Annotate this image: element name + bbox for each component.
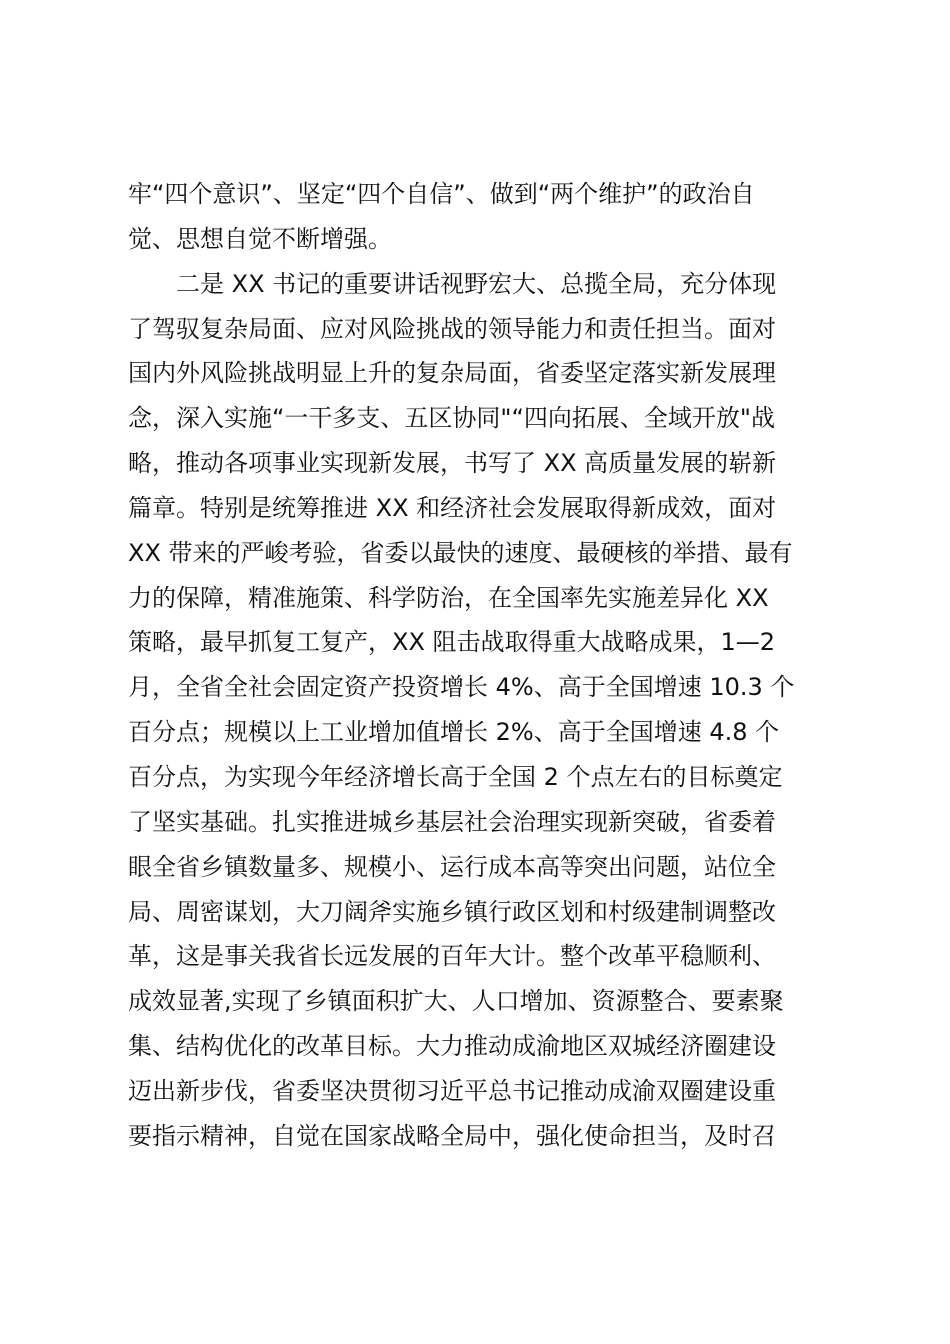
text-line: 略，推动各项事业实现新发展，书写了 XX 高质量发展的崭新 [128, 449, 777, 478]
text-line: 念，深入实施“一干多支、五区协同"“四向拓展、全域开放"战 [128, 404, 775, 433]
text-line: 觉、思想自觉不断增强。 [128, 224, 392, 253]
text-line: 篇章。特别是统筹推进 XX 和经济社会发展取得新成效，面对 [128, 493, 777, 522]
text-line: 眼全省乡镇数量多、规模小、运行成本高等突出问题，站位全 [128, 852, 776, 881]
text-line: 集、结构优化的改革目标。大力推动成渝地区双城经济圈建设 [128, 1032, 776, 1061]
text-line: 了驾驭复杂局面、应对风险挑战的领导能力和责任担当。面对 [128, 314, 776, 343]
text-line: 力的保障，精准施策、科学防治，在全国率先实施差异化 XX [128, 583, 769, 612]
text-line: 迈出新步伐，省委坚决贯彻习近平总书记推动成渝双圈建设重 [128, 1076, 776, 1105]
body-text [128, 172, 828, 1159]
text-line: 局、周密谋划，大刀阔斧实施乡镇行政区划和村级建制调整改 [128, 897, 776, 926]
text-line: 牢“四个意识”、坚定“四个自信”、做到“两个维护”的政治自 [128, 180, 755, 208]
paragraph-first-line: 二是 XX 书记的重要讲话视野宏大、总揽全局，充分体现 [176, 269, 777, 298]
text-line: 革，这是事关我省长远发展的百年大计。整个改革平稳顺利、 [128, 942, 776, 971]
text-line: 策略，最早抓复工复产，XX 阻击战取得重大战略成果，1—2 [128, 628, 776, 657]
text-line: 国内外风险挑战明显上升的复杂局面，省委坚定落实新发展理 [128, 359, 776, 388]
text-line: 百分点；规模以上工业增加值增长 2%、高于全国增速 4.8 个 [128, 718, 780, 747]
text-line: 月，全省全社会固定资产投资增长 4%、高于全国增速 10.3 个 [128, 673, 795, 702]
text-line: 百分点，为实现今年经济增长高于全国 2 个点左右的目标奠定 [128, 762, 783, 791]
text-line: 了坚实基础。扎实推进城乡基层社会治理实现新突破，省委着 [128, 807, 776, 836]
text-line: XX 带来的严峻考验，省委以最快的速度、最硬核的举措、最有 [128, 538, 793, 567]
text-line: 成效显著,实现了乡镇面积扩大、人口增加、资源整合、要素聚 [128, 987, 784, 1016]
text-line: 要指示精神，自觉在国家战略全局中，强化使命担当，及时召 [128, 1121, 776, 1150]
